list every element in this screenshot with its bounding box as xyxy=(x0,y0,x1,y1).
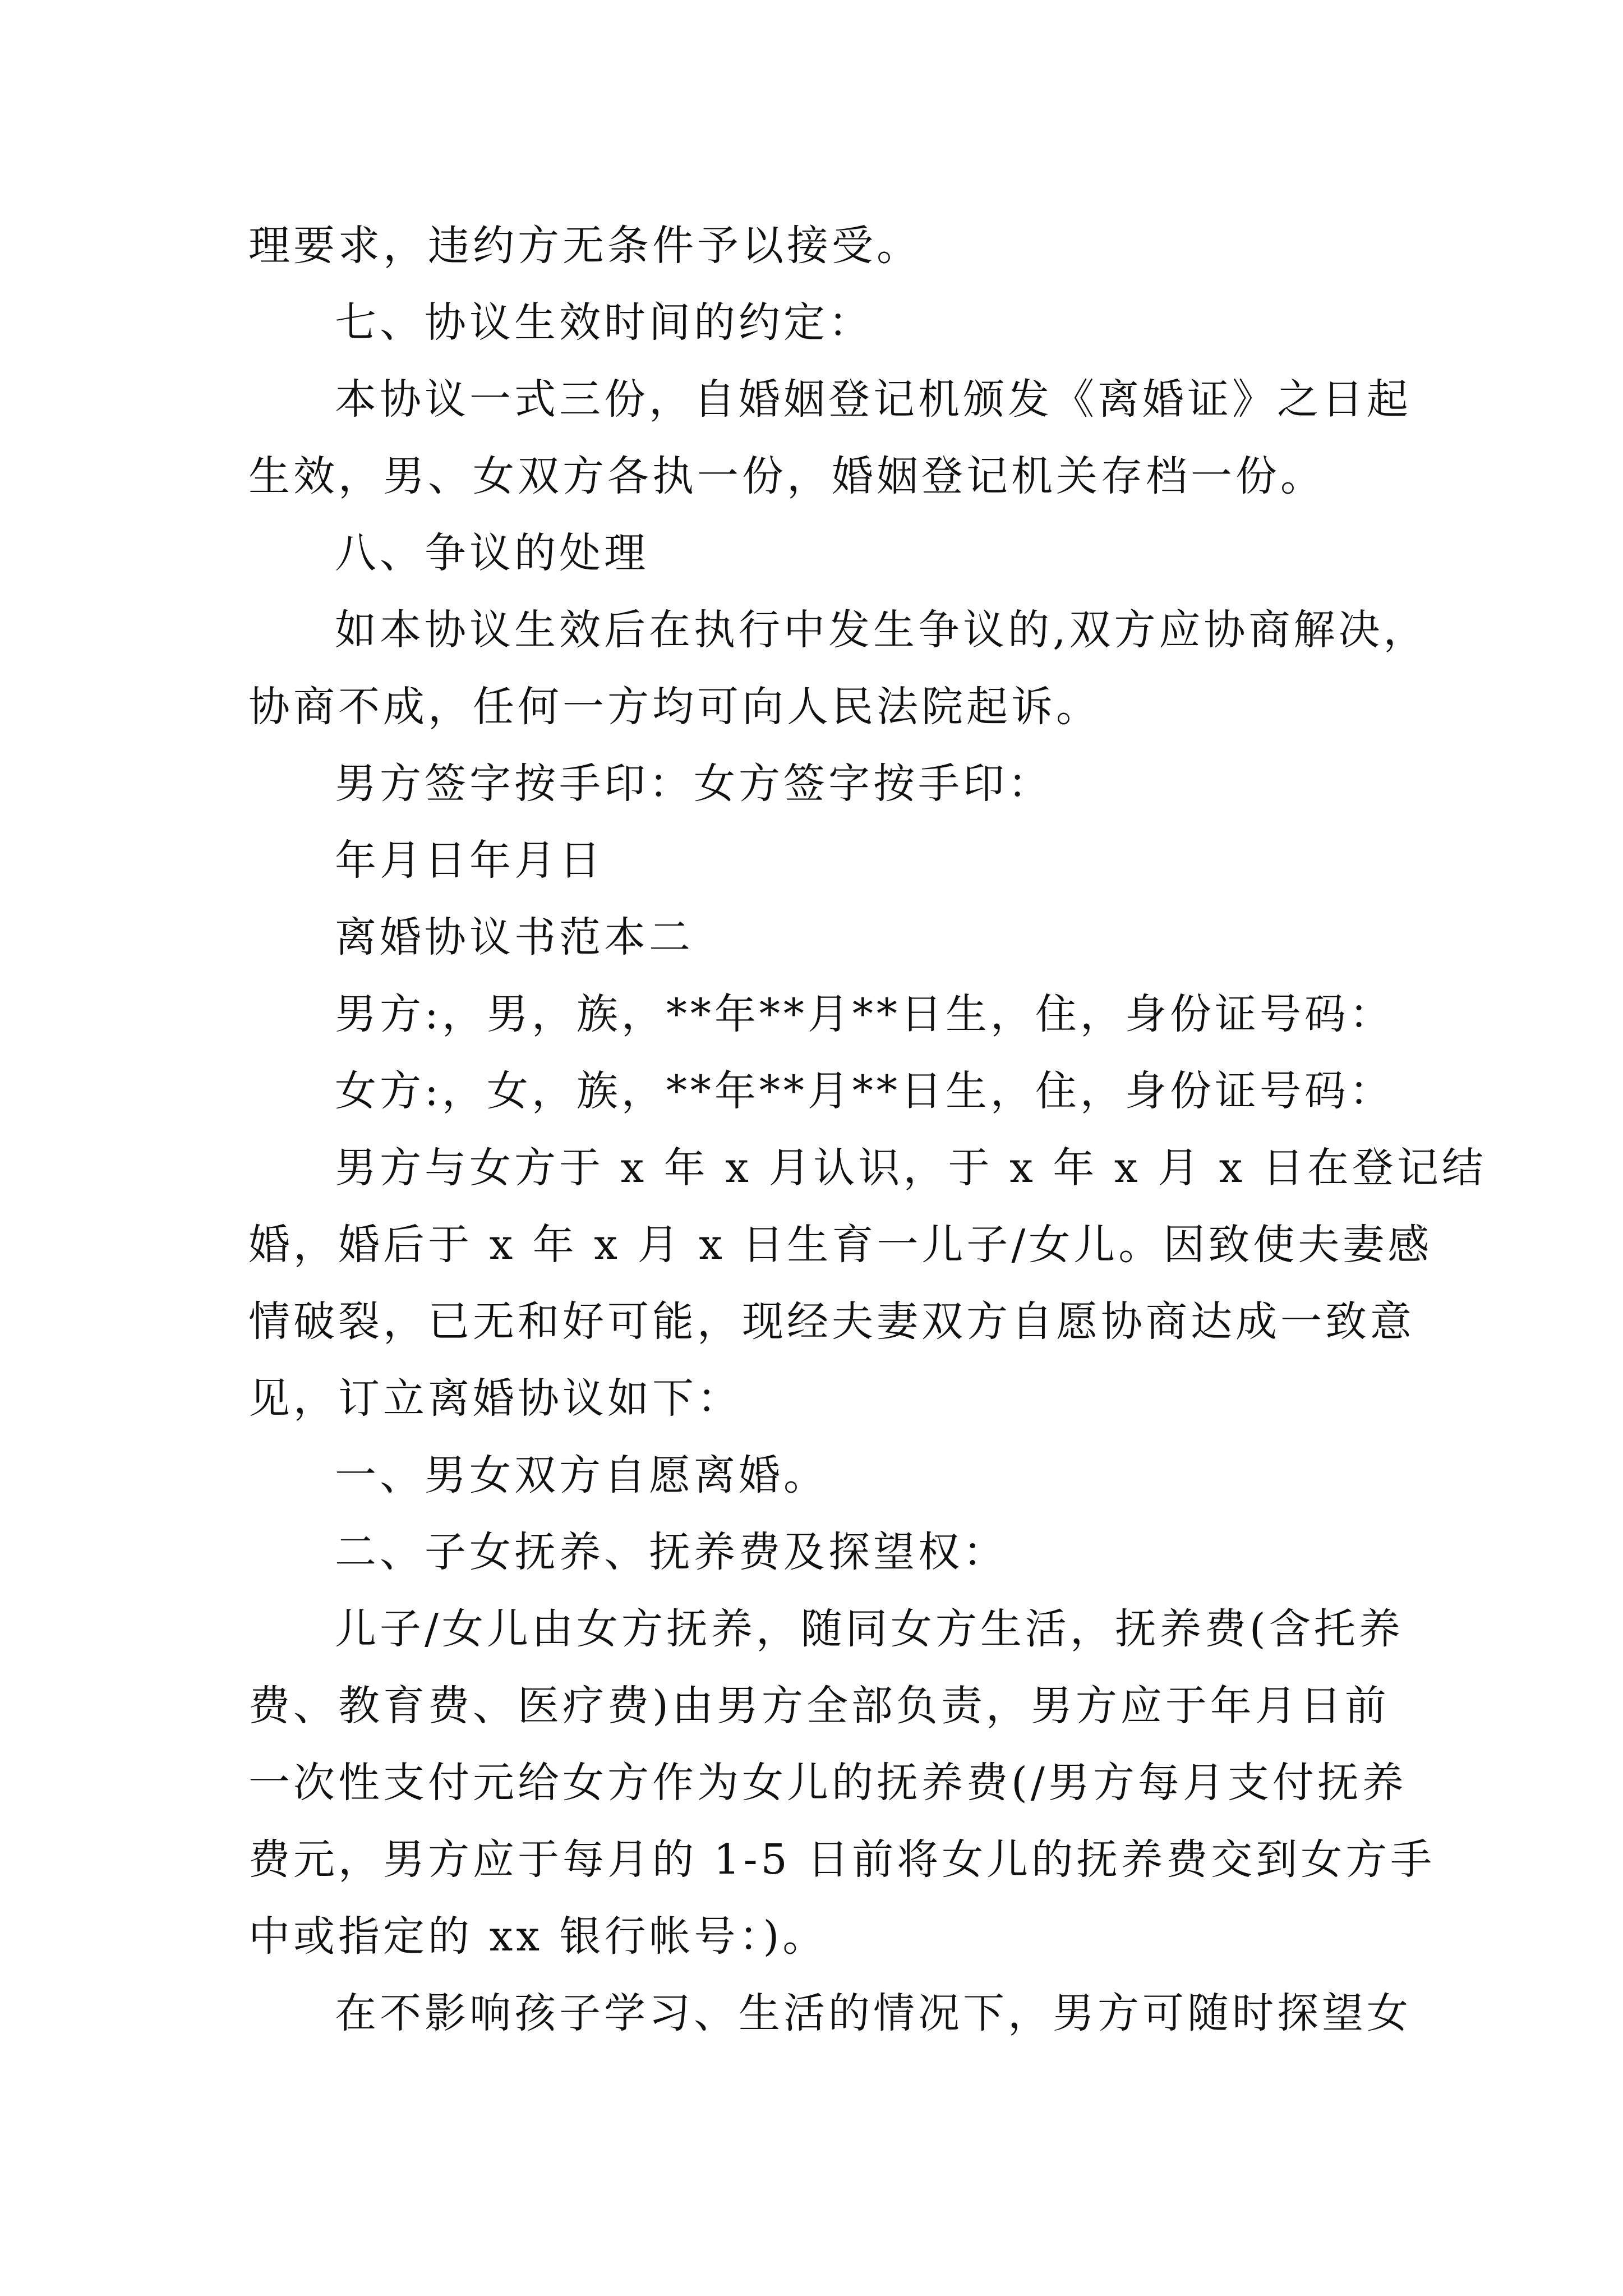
section-heading: 一、男女双方自愿离婚。 xyxy=(335,1451,828,1499)
text-line: 本协议一式三份，自婚姻登记机颁发《离婚证》之日起 xyxy=(335,375,1412,424)
date-line: 年月日年月日 xyxy=(335,836,604,885)
document-subtitle: 离婚协议书范本二 xyxy=(335,913,694,961)
text-line: 婚，婚后于 x 年 x 月 x 日生育一儿子/女儿。因致使夫妻感 xyxy=(248,1221,1433,1269)
section-heading: 二、子女抚养、抚养费及探望权： xyxy=(335,1528,1008,1576)
party-male-line: 男方:，男，族，**年**月**日生，住，身份证号码： xyxy=(335,990,1394,1038)
text-line: 理要求，违约方无条件予以接受。 xyxy=(248,222,921,270)
text-line: 男方与女方于 x 年 x 月认识，于 x 年 x 月 x 日在登记结 xyxy=(335,1144,1487,1192)
text-line: 如本协议生效后在执行中发生争议的,双方应协商解决， xyxy=(335,606,1428,654)
section-heading: 七、协议生效时间的约定： xyxy=(335,298,873,347)
section-heading: 八、争议的处理 xyxy=(335,529,649,577)
text-line: 儿子/女儿由女方抚养，随同女方生活，抚养费(含托养 xyxy=(335,1605,1404,1653)
text-line: 一次性支付元给女方作为女儿的抚养费(/男方每月支付抚养 xyxy=(248,1759,1407,1807)
document-body xyxy=(248,208,1487,2052)
text-line: 费、教育费、医疗费)由男方全部负责，男方应于年月日前 xyxy=(248,1682,1390,1730)
text-line: 见，订立离婚协议如下： xyxy=(248,1374,742,1423)
text-line: 情破裂，已无和好可能，现经夫妻双方自愿协商达成一致意 xyxy=(248,1297,1415,1346)
signature-line: 男方签字按手印：女方签字按手印： xyxy=(335,760,1053,808)
text-line: 在不影响孩子学习、生活的情况下，男方可随时探望女 xyxy=(335,1989,1412,2037)
text-line: 中或指定的 xx 银行帐号：)。 xyxy=(248,1912,828,1961)
text-line: 生效，男、女双方各执一份，婚姻登记机关存档一份。 xyxy=(248,452,1325,500)
party-female-line: 女方:，女，族，**年**月**日生，住，身份证号码： xyxy=(335,1067,1394,1115)
text-line: 协商不成，任何一方均可向人民法院起诉。 xyxy=(248,683,1101,731)
text-line: 费元，男方应于每月的 1-5 日前将女儿的抚养费交到女方手 xyxy=(248,1835,1436,1884)
